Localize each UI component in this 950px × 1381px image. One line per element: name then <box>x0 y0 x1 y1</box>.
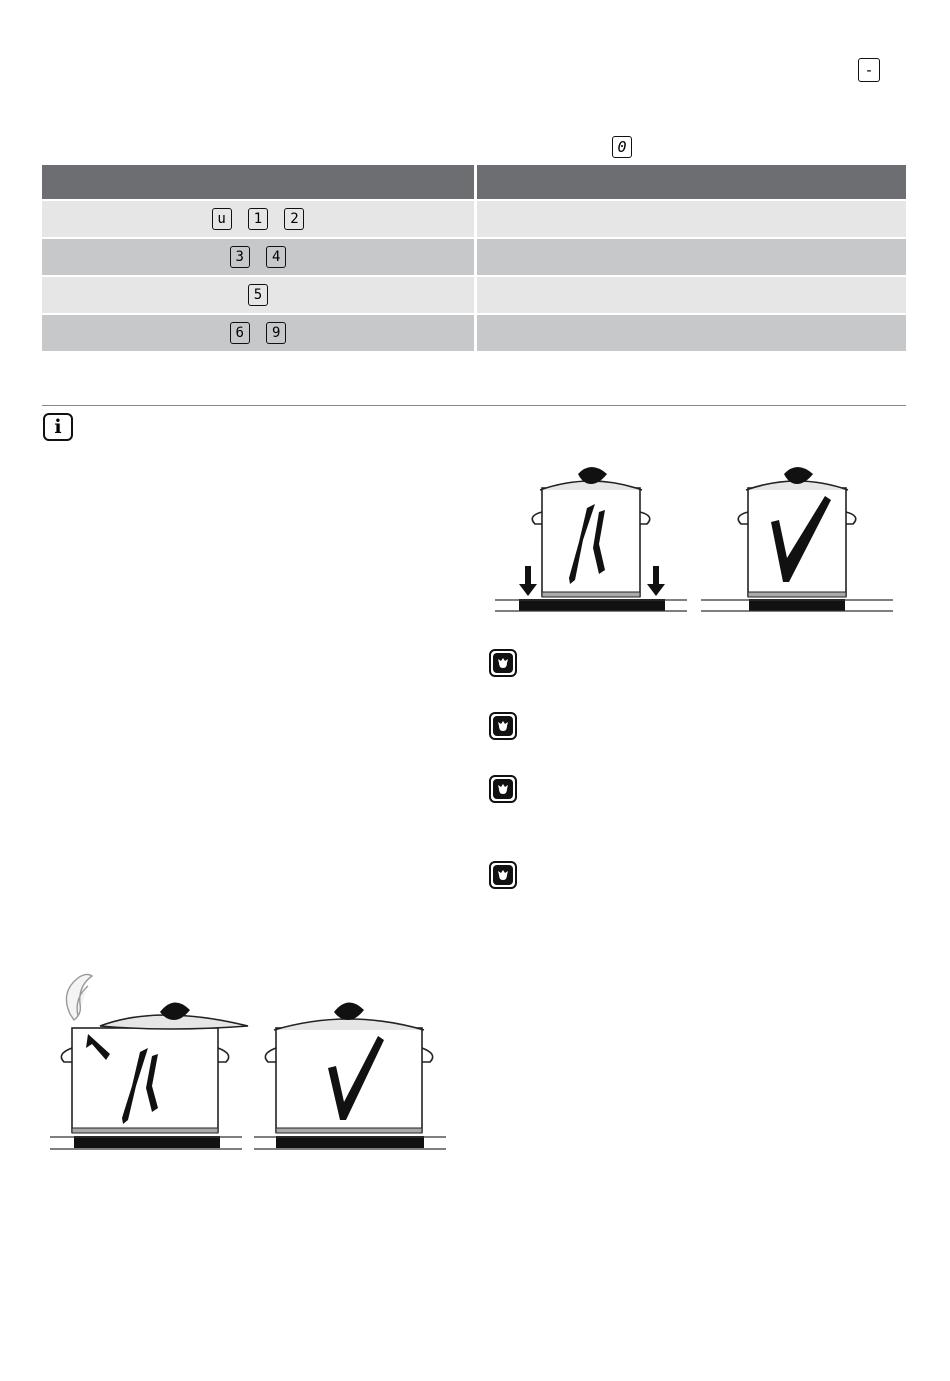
usage-cell <box>477 237 906 275</box>
cooking-zone-left <box>74 1136 220 1148</box>
table-row <box>42 237 906 275</box>
pot-correct-size <box>738 467 856 597</box>
section-divider <box>42 405 906 406</box>
pot-loose-lid <box>61 974 248 1133</box>
table-header-cell <box>42 165 477 199</box>
table-header-row <box>42 165 906 199</box>
cooking-zone-large <box>519 599 665 611</box>
eco-flower-icon <box>489 775 517 803</box>
pot-size-illustration <box>495 460 895 620</box>
eco-flower-icon <box>489 861 517 889</box>
heat-setting-symbol: 6 <box>230 322 250 344</box>
table-row <box>42 199 906 237</box>
heat-setting-table <box>42 165 906 351</box>
heat-setting-symbol: 1 <box>248 208 268 230</box>
heat-setting-symbol: 3 <box>230 246 250 268</box>
pot-lid-illustration <box>48 968 448 1154</box>
table-row <box>42 275 906 313</box>
steam-icon <box>66 974 92 1020</box>
usage-cell <box>477 275 906 313</box>
zero-display-symbol: 0 <box>612 136 632 158</box>
cooking-zone-right <box>276 1136 424 1148</box>
heat-setting-symbol: u <box>212 208 232 230</box>
heat-setting-cell <box>42 275 477 313</box>
minus-display-symbol: - <box>858 58 880 82</box>
eco-flower-icon <box>489 649 517 677</box>
heat-setting-cell <box>42 313 477 351</box>
table-row <box>42 313 906 351</box>
arrow-down-icon <box>647 566 665 596</box>
info-icon: i <box>43 413 73 441</box>
usage-cell <box>477 199 906 237</box>
heat-setting-cell <box>42 237 477 275</box>
heat-setting-symbol: 5 <box>248 284 268 306</box>
pot-fitted-lid <box>265 1002 432 1133</box>
arrow-down-icon <box>519 566 537 596</box>
heat-setting-symbol: 2 <box>284 208 304 230</box>
heat-setting-symbol: 9 <box>266 322 286 344</box>
table-header-cell <box>477 165 906 199</box>
heat-setting-cell <box>42 199 477 237</box>
heat-setting-symbol: 4 <box>266 246 286 268</box>
eco-flower-icon <box>489 712 517 740</box>
pot-too-small <box>532 467 650 597</box>
usage-cell <box>477 313 906 351</box>
cooking-zone-matching <box>749 599 845 611</box>
